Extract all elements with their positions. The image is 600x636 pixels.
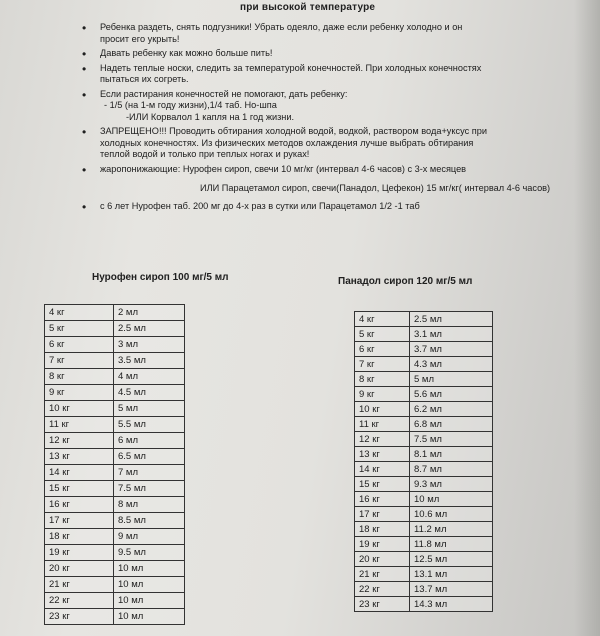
table-row: [355, 432, 493, 447]
table-row: [355, 552, 493, 567]
dose-cell: 3.1 мл: [410, 327, 493, 342]
table-row: [355, 357, 493, 372]
dose-cell: 9 мл: [114, 529, 185, 545]
weight-cell: 16 кг: [355, 492, 410, 507]
table-row: [355, 447, 493, 462]
table-row: [45, 497, 185, 513]
bullet-icon: •: [82, 199, 87, 214]
weight-cell: 18 кг: [355, 522, 410, 537]
table-row: [355, 477, 493, 492]
weight-cell: 20 кг: [45, 561, 114, 577]
weight-cell: 9 кг: [355, 387, 410, 402]
instruction-undress: • Ребенка раздеть, снять подгузники! Убрать одеяло, даже если ребенку холодно и он просит его укрыть!: [82, 21, 463, 44]
weight-cell: 7 кг: [45, 353, 114, 369]
bullet-icon: •: [82, 162, 87, 177]
instruction-rubbing: • Если растирания конечностей не помогают, дать ребенку: - 1/5 (на 1-м году жизни),1/4 таб. Но-шпа -ИЛИ Корвалол 1 капля на 1 год жизни.: [82, 87, 348, 122]
dose-cell: 8.5 мл: [114, 513, 185, 529]
dose-cell: 6.8 мл: [410, 417, 493, 432]
weight-cell: 22 кг: [355, 582, 410, 597]
table-row: [45, 609, 185, 625]
weight-cell: 17 кг: [45, 513, 114, 529]
weight-cell: 14 кг: [355, 462, 410, 477]
weight-cell: 23 кг: [355, 597, 410, 612]
dose-cell: 4.3 мл: [410, 357, 493, 372]
weight-cell: 4 кг: [45, 305, 114, 321]
weight-cell: 12 кг: [45, 433, 114, 449]
weight-cell: 19 кг: [45, 545, 114, 561]
weight-cell: 16 кг: [45, 497, 114, 513]
table-row: [45, 305, 185, 321]
weight-cell: 4 кг: [355, 312, 410, 327]
dose-cell: 11.8 мл: [410, 537, 493, 552]
table-row: [45, 417, 185, 433]
dose-cell: 7.5 мл: [410, 432, 493, 447]
dose-cell: 9.5 мл: [114, 545, 185, 561]
weight-cell: 8 кг: [355, 372, 410, 387]
dose-cell: 8 мл: [114, 497, 185, 513]
table-row: [45, 321, 185, 337]
instruction-forbidden: • ЗАПРЕЩЕНО!!! Проводить обтирания холодной водой, водкой, раствором вода+уксус при холодных конечностях. Из физических методов охлаждения лучше выбрать обтирания теплой водой и только при теплых ногах и руках!: [82, 125, 487, 159]
table-row: [355, 567, 493, 582]
dose-cell: 8.1 мл: [410, 447, 493, 462]
dose-cell: 11.2 мл: [410, 522, 493, 537]
nurofen-dose-table: [44, 304, 185, 625]
panadol-dose-table: [354, 311, 493, 612]
dose-cell: 10.6 мл: [410, 507, 493, 522]
table-row: [355, 372, 493, 387]
weight-cell: 11 кг: [355, 417, 410, 432]
table-row: [355, 342, 493, 357]
table-row: [45, 577, 185, 593]
weight-cell: 13 кг: [355, 447, 410, 462]
table-row: [355, 492, 493, 507]
bullet-icon: •: [82, 21, 87, 35]
table-row: [45, 401, 185, 417]
table-row: [45, 529, 185, 545]
instruction-socks: • Надеть теплые носки, следить за температурой конечностей. При холодных конечностях пытаться их согреть.: [82, 61, 482, 84]
dose-cell: 10 мл: [114, 593, 185, 609]
table-row: [45, 433, 185, 449]
table-row: [355, 462, 493, 477]
weight-cell: 20 кг: [355, 552, 410, 567]
table-row: [45, 481, 185, 497]
dose-cell: 13.1 мл: [410, 567, 493, 582]
table-row: [355, 327, 493, 342]
weight-cell: 5 кг: [45, 321, 114, 337]
weight-cell: 21 кг: [355, 567, 410, 582]
dose-cell: 5 мл: [410, 372, 493, 387]
table-row: [355, 582, 493, 597]
weight-cell: 19 кг: [355, 537, 410, 552]
dose-cell: 3.5 мл: [114, 353, 185, 369]
dose-cell: 6 мл: [114, 433, 185, 449]
weight-cell: 7 кг: [355, 357, 410, 372]
dose-cell: 9.3 мл: [410, 477, 493, 492]
weight-cell: 12 кг: [355, 432, 410, 447]
dose-cell: 10 мл: [114, 577, 185, 593]
instruction-drink: • Давать ребенку как можно больше пить!: [82, 47, 273, 61]
dose-cell: 5 мл: [114, 401, 185, 417]
table-row: [355, 507, 493, 522]
table-row: [45, 353, 185, 369]
table-row: [355, 417, 493, 432]
dose-cell: 13.7 мл: [410, 582, 493, 597]
dose-cell: 8.7 мл: [410, 462, 493, 477]
weight-cell: 18 кг: [45, 529, 114, 545]
dose-cell: 10 мл: [114, 609, 185, 625]
weight-cell: 23 кг: [45, 609, 114, 625]
weight-cell: 5 кг: [355, 327, 410, 342]
weight-cell: 6 кг: [355, 342, 410, 357]
dose-cell: 5.6 мл: [410, 387, 493, 402]
dose-cell: 5.5 мл: [114, 417, 185, 433]
dose-cell: 7 мл: [114, 465, 185, 481]
table-row: [45, 465, 185, 481]
table-row: [355, 522, 493, 537]
document-title: при высокой температуре: [240, 2, 376, 13]
dose-cell: 4 мл: [114, 369, 185, 385]
table-row: [45, 513, 185, 529]
dose-cell: 10 мл: [410, 492, 493, 507]
table-row: [355, 597, 493, 612]
dose-cell: 6.5 мл: [114, 449, 185, 465]
dose-cell: 3 мл: [114, 337, 185, 353]
bullet-icon: •: [82, 125, 87, 139]
dose-cell: 14.3 мл: [410, 597, 493, 612]
weight-cell: 10 кг: [45, 401, 114, 417]
weight-cell: 8 кг: [45, 369, 114, 385]
dose-cell: 12.5 мл: [410, 552, 493, 567]
table-row: [355, 387, 493, 402]
weight-cell: 10 кг: [355, 402, 410, 417]
table-row: [45, 593, 185, 609]
bullet-icon: •: [82, 87, 87, 102]
weight-cell: 14 кг: [45, 465, 114, 481]
weight-cell: 21 кг: [45, 577, 114, 593]
instructions-list: [60, 22, 580, 215]
weight-cell: 15 кг: [355, 477, 410, 492]
dose-cell: 7.5 мл: [114, 481, 185, 497]
weight-cell: 17 кг: [355, 507, 410, 522]
dose-cell: 2 мл: [114, 305, 185, 321]
dose-cell: 2.5 мл: [410, 312, 493, 327]
weight-cell: 15 кг: [45, 481, 114, 497]
weight-cell: 9 кг: [45, 385, 114, 401]
dose-cell: 4.5 мл: [114, 385, 185, 401]
dose-cell: 2.5 мл: [114, 321, 185, 337]
panadol-table-title: Панадол сироп 120 мг/5 мл: [338, 276, 473, 287]
weight-cell: 22 кг: [45, 593, 114, 609]
table-row: [45, 385, 185, 401]
table-row: [355, 312, 493, 327]
nurofen-table-title: Нурофен сироп 100 мг/5 мл: [92, 272, 229, 283]
weight-cell: 11 кг: [45, 417, 114, 433]
dose-cell: 6.2 мл: [410, 402, 493, 417]
dose-cell: 10 мл: [114, 561, 185, 577]
table-row: [45, 337, 185, 353]
weight-cell: 6 кг: [45, 337, 114, 353]
table-row: [45, 449, 185, 465]
dose-cell: 3.7 мл: [410, 342, 493, 357]
table-row: [45, 369, 185, 385]
instruction-antipyretics: • жаропонижающие: Нурофен сироп, свечи 10 мг/кг (интервал 4-6 часов) с 3-х месяцев ИЛИ Парацетамол сироп, свечи(Панадол, Цефекон) 15 мг/кг( интервал 4-6 часов): [82, 162, 551, 193]
table-row: [355, 402, 493, 417]
weight-cell: 13 кг: [45, 449, 114, 465]
instruction-tablets: • с 6 лет Нурофен таб. 200 мг до 4-х раз в сутки или Парацетамол 1/2 -1 таб: [82, 199, 420, 214]
table-row: [45, 545, 185, 561]
bullet-icon: •: [82, 61, 87, 76]
table-row: [45, 561, 185, 577]
bullet-icon: •: [82, 47, 87, 61]
table-row: [355, 537, 493, 552]
